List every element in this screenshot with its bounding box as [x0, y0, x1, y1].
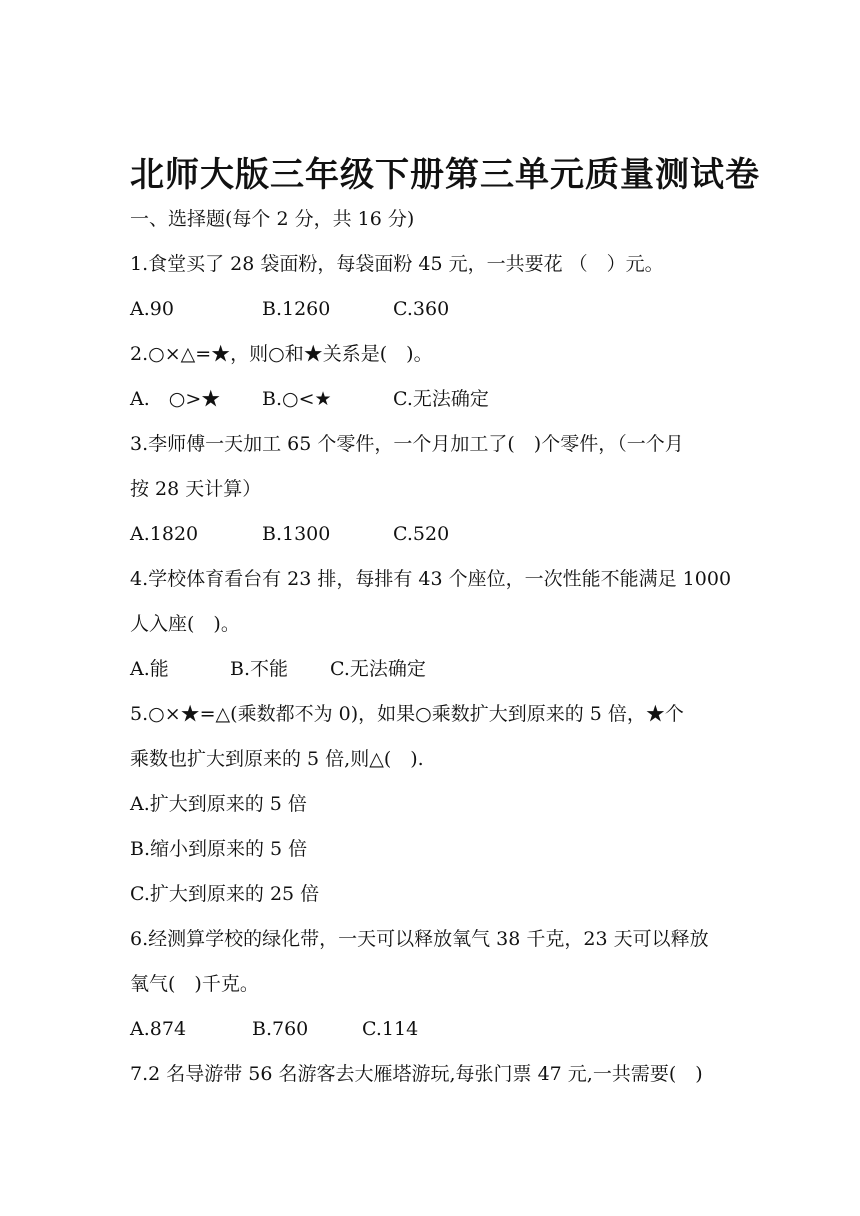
- question-4-option-a: A.能: [130, 658, 169, 680]
- question-5-text-line-2: 乘数也扩大到原来的 5 倍,则△( ).: [130, 748, 424, 770]
- question-1-option-a: A.90: [130, 298, 174, 320]
- question-5-option-c: C.扩大到原来的 25 倍: [130, 883, 320, 905]
- question-6-text-line-2: 氧气( )千克。: [130, 973, 259, 995]
- question-3-option-c: C.520: [393, 523, 450, 545]
- question-6-option-c: C.114: [362, 1018, 419, 1040]
- question-6-option-b: B.760: [252, 1018, 309, 1040]
- question-5-option-a: A.扩大到原来的 5 倍: [130, 793, 307, 815]
- question-6-text-line-1: 6.经测算学校的绿化带，一天可以释放氧气 38 千克，23 天可以释放: [130, 928, 709, 950]
- question-2-option-a: A. ○>★: [130, 388, 221, 410]
- section-heading: 一、选择题(每个 2 分，共 16 分): [130, 208, 415, 230]
- question-4-option-c: C.无法确定: [330, 658, 426, 680]
- question-1-option-b: B.1260: [262, 298, 331, 320]
- question-1-option-c: C.360: [393, 298, 450, 320]
- question-2-option-b: B.○<★: [262, 388, 332, 410]
- question-3-option-a: A.1820: [130, 523, 199, 545]
- question-3-text-line-2: 按 28 天计算）: [130, 478, 262, 500]
- question-4-text-line-1: 4.学校体育看台有 23 排，每排有 43 个座位，一次性能不能满足 1000: [130, 568, 732, 590]
- question-3-option-b: B.1300: [262, 523, 331, 545]
- question-5-option-b: B.缩小到原来的 5 倍: [130, 838, 308, 860]
- question-4-option-b: B.不能: [230, 658, 289, 680]
- question-3-text-line-1: 3.李师傅一天加工 65 个零件，一个月加工了( )个零件，（一个月: [130, 433, 684, 455]
- question-5-text-line-1: 5.○×★=△(乘数都不为 0)，如果○乘数扩大到原来的 5 倍，★个: [130, 703, 684, 725]
- question-4-text-line-2: 人入座( )。: [130, 613, 240, 635]
- question-6-option-a: A.874: [130, 1018, 187, 1040]
- question-2-text: 2.○×△=★，则○和★关系是( )。: [130, 343, 433, 365]
- question-2-option-c: C.无法确定: [393, 388, 489, 410]
- document-title: 北师大版三年级下册第三单元质量测试卷: [130, 155, 760, 195]
- question-7-text: 7.2 名导游带 56 名游客去大雁塔游玩,每张门票 47 元,一共需要( ): [130, 1063, 703, 1085]
- question-1-text: 1.食堂买了 28 袋面粉，每袋面粉 45 元，一共要花 （ ）元。: [130, 253, 664, 275]
